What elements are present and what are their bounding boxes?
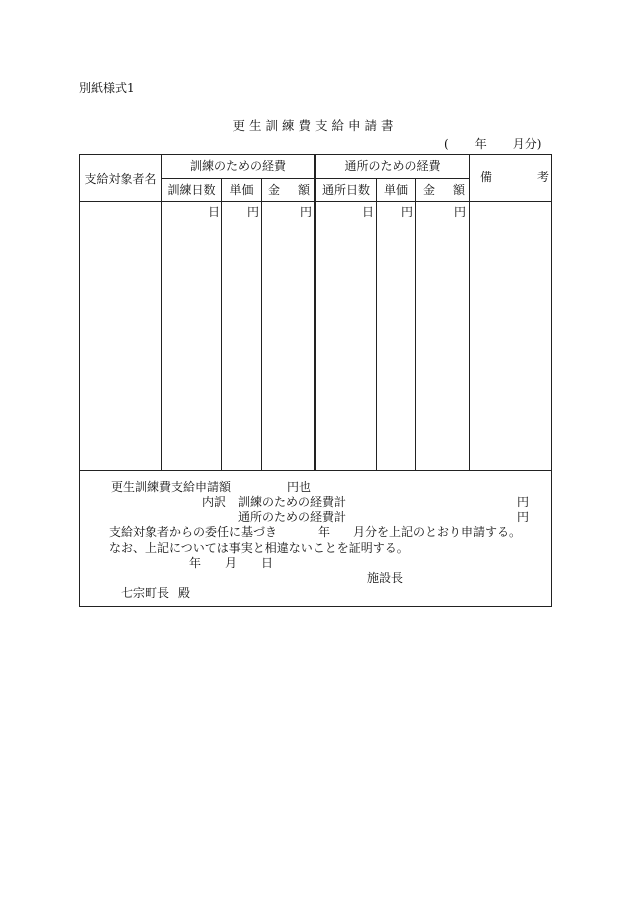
unit-commute-unit-yen: 円 (401, 205, 414, 219)
header-remarks-right: 考 (537, 170, 550, 184)
document-title: 更生訓練費支給申請書 (232, 118, 398, 133)
delegation-text: 支給対象者からの委任に基づき (109, 525, 278, 539)
period-year: 年 (474, 137, 487, 151)
period-month: 月分) (512, 137, 542, 151)
breakdown-label: 内訳 (202, 495, 227, 509)
period-field (444, 138, 541, 150)
date-day: 日 (261, 556, 274, 570)
date-month: 月 (225, 556, 238, 570)
header-remarks-left: 備 (480, 170, 493, 184)
col-divider-remarks (469, 155, 470, 470)
commute-total-yen: 円 (517, 510, 530, 524)
col-divider-commute-unit (415, 179, 416, 470)
header-commute-expenses: 通所のための経費 (344, 159, 441, 173)
subheader-training-amount-left: 金 (268, 183, 281, 197)
body-bottom-line (80, 470, 551, 471)
addressee: 七宗町長 (121, 586, 170, 600)
date-year: 年 (189, 556, 202, 570)
unit-training-unit-yen: 円 (247, 205, 260, 219)
form-id: 別紙様式1 (79, 81, 135, 95)
facility-head-label: 施設長 (367, 571, 404, 585)
training-total-label: 訓練のための経費計 (238, 495, 347, 509)
application-table (79, 154, 552, 607)
header-training-expenses: 訓練のための経費 (189, 159, 286, 173)
col-divider-unit (261, 179, 262, 470)
addressee-honorific: 殿 (178, 586, 191, 600)
unit-commute-amount-yen: 円 (454, 205, 467, 219)
certification-text: なお、上記については事実と相違ないことを証明する。 (109, 541, 409, 555)
subheader-commute-days: 通所日数 (321, 183, 370, 197)
subheader-commute-amount-right: 額 (453, 183, 466, 197)
unit-commute-day: 日 (362, 205, 375, 219)
unit-training-amount-yen: 円 (300, 205, 313, 219)
period-open: ( (444, 137, 449, 151)
request-month-text: 月分を上記のとおり申請する。 (353, 525, 522, 539)
col-divider-days (221, 179, 222, 470)
request-amount-unit: 円也 (287, 480, 312, 494)
request-year: 年 (318, 525, 331, 539)
subheader-training-unit-price: 単価 (229, 183, 254, 197)
col-divider-commute-days (376, 179, 377, 470)
subheader-commute-amount-left: 金 (423, 183, 436, 197)
subheader-training-amount-right: 額 (298, 183, 311, 197)
col-divider-name (161, 155, 162, 470)
commute-total-label: 通所のための経費計 (238, 510, 347, 524)
subheader-training-days: 訓練日数 (167, 183, 216, 197)
header-applicant-name: 支給対象者名 (84, 172, 157, 186)
request-amount-label: 更生訓練費支給申請額 (111, 480, 232, 494)
unit-training-day: 日 (208, 205, 221, 219)
col-divider-group (314, 155, 316, 470)
subheader-commute-unit-price: 単価 (383, 183, 408, 197)
training-total-yen: 円 (517, 495, 530, 509)
